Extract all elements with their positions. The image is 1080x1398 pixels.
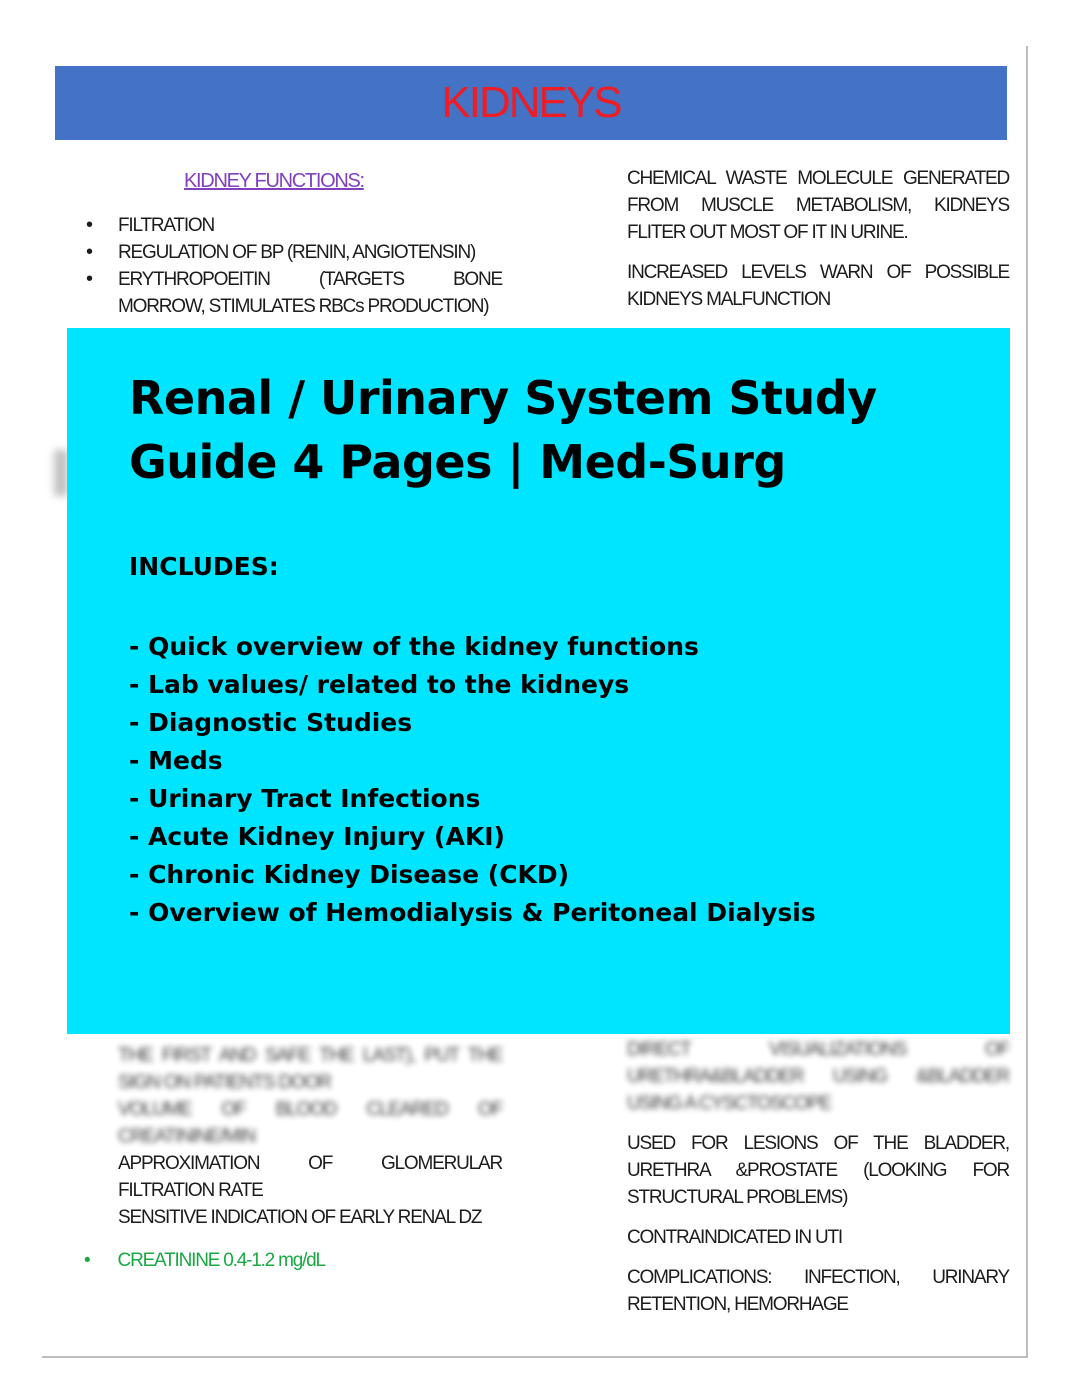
page-edge-right bbox=[1026, 46, 1028, 1358]
right-column-bottom bbox=[627, 1036, 1009, 1331]
blurred-fragment bbox=[54, 450, 68, 496]
overlay-title: Renal / Urinary System Study Guide 4 Pages | Med-Surg bbox=[129, 371, 877, 489]
left-column-lower bbox=[118, 1042, 502, 1231]
paragraph: USED FOR LESIONS OF THE BLADDER, URETHRA &PROSTATE (LOOKING FOR STRUCTURAL PROBLEMS) bbox=[627, 1133, 1009, 1208]
includes-list bbox=[129, 628, 816, 932]
creatinine-bullet bbox=[84, 1250, 325, 1272]
paragraph: VOLUME OF BLOOD CLEARED OF CREATININE/MIN bbox=[118, 1099, 502, 1147]
list-item: - Meds bbox=[129, 746, 223, 775]
kidney-functions-heading: KIDNEY FUNCTIONS: bbox=[184, 170, 364, 192]
paragraph: DIRECT VISUALIZATIONS OF URETHRA&BLADDER USING &BLADDER USING A CYSCTOSCOPE bbox=[627, 1039, 1009, 1114]
list-item: • ERYTHROPOEITIN (TARGETS BONE MORROW, STIMULATES RBCs PRODUCTION) bbox=[84, 266, 502, 320]
list-item: - Chronic Kidney Disease (CKD) bbox=[129, 860, 570, 889]
banner-title: KIDNEYS bbox=[441, 78, 621, 127]
promo-overlay bbox=[67, 328, 1010, 1034]
title-banner bbox=[55, 66, 1007, 140]
paragraph: THE FIRST AND SAFE THE LAST), PUT THE SIGN ON PATIENTS DOOR bbox=[118, 1045, 502, 1093]
list-item: - Quick overview of the kidney functions bbox=[129, 632, 699, 661]
paragraph: INCREASED LEVELS WARN OF POSSIBLE KIDNEYS MALFUNCTION bbox=[627, 262, 1009, 310]
list-item: - Acute Kidney Injury (AKI) bbox=[129, 822, 505, 851]
list-item: • REGULATION OF BP (RENIN, ANGIOTENSIN) bbox=[84, 239, 502, 266]
page-edge-bottom bbox=[42, 1356, 1028, 1358]
list-item: • FILTRATION bbox=[84, 212, 502, 239]
includes-label: INCLUDES: bbox=[129, 552, 279, 581]
list-item: - Lab values/ related to the kidneys bbox=[129, 670, 630, 699]
creatinine-value: CREATININE 0.4-1.2 mg/dL bbox=[117, 1250, 325, 1271]
list-item: - Diagnostic Studies bbox=[129, 708, 413, 737]
paragraph: SENSITIVE INDICATION OF EARLY RENAL DZ bbox=[118, 1207, 482, 1228]
paragraph: COMPLICATIONS: INFECTION, URINARY RETENTION, HEMORHAGE bbox=[627, 1267, 1009, 1315]
paragraph: CONTRAINDICATED IN UTI bbox=[627, 1227, 842, 1248]
list-item: - Urinary Tract Infections bbox=[129, 784, 481, 813]
kidney-functions-list bbox=[84, 212, 502, 320]
list-item: - Overview of Hemodialysis & Peritoneal Dialysis bbox=[129, 898, 816, 927]
right-column-top bbox=[627, 165, 1009, 326]
paragraph: CHEMICAL WASTE MOLECULE GENERATED FROM MUSCLE METABOLISM, KIDNEYS FLITER OUT MOST OF IT IN URINE. bbox=[627, 168, 1009, 243]
paragraph: APPROXIMATION OF GLOMERULAR FILTRATION RATE bbox=[118, 1153, 502, 1201]
